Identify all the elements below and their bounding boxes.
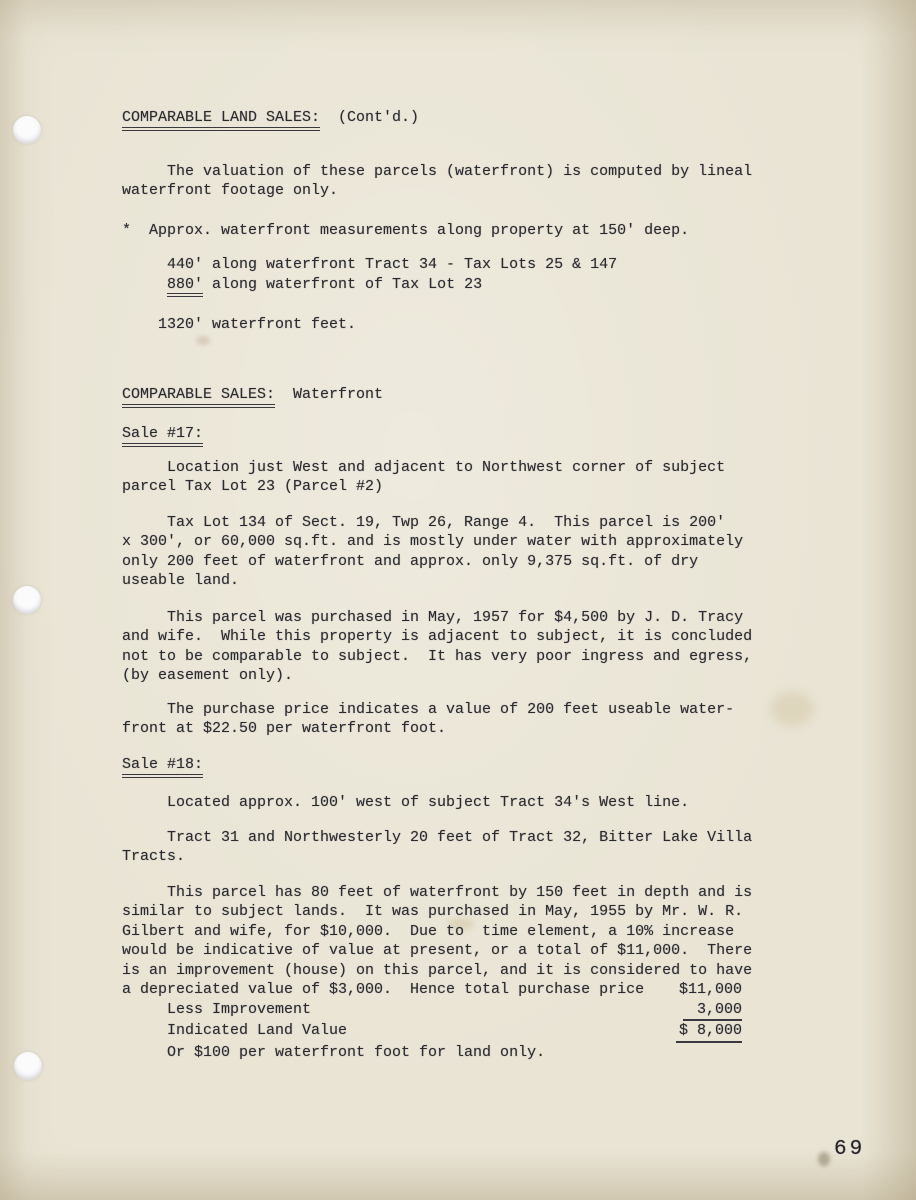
sale-18-paragraph-line: Located approx. 100' west of subject Tract 34's West line. <box>122 794 690 811</box>
indent <box>122 276 167 293</box>
sale-17-paragraph-line: front at $22.50 per waterfront foot. <box>122 720 447 737</box>
intro-paragraph-line: waterfront footage only. <box>122 182 339 199</box>
sale-17-paragraph-line: parcel Tax Lot 23 (Parcel #2) <box>122 478 384 495</box>
punch-hole-middle <box>13 586 41 614</box>
punch-hole-bottom <box>14 1052 42 1080</box>
indicated-land-value-amount: $ 8,000 <box>676 1021 742 1043</box>
sale-17-paragraph-line: only 200 feet of waterfront and approx. only 9,375 sq.ft. of dry <box>122 552 699 570</box>
typewritten-content <box>122 108 782 1062</box>
indicated-land-value-row <box>122 1021 742 1043</box>
paper-stain <box>818 1152 830 1166</box>
sale-18-paragraph-line: Tracts. <box>122 848 186 865</box>
total-purchase-price-label: a depreciated value of $3,000. Hence total purchase price <box>122 981 645 998</box>
measurement-item: 440' along waterfront Tract 34 - Tax Lots 25 & 147 <box>122 256 618 273</box>
sale-17-paragraph-line: (by easement only). <box>122 667 294 684</box>
intro-paragraph-line: The valuation of these parcels (waterfront) is computed by lineal <box>122 162 753 180</box>
measurement-item-text: along waterfront of Tax Lot 23 <box>203 275 483 293</box>
sale-18-heading <box>122 755 782 775</box>
sale-17-heading <box>122 424 782 444</box>
heading-suffix: Waterfront <box>275 385 384 403</box>
sale-18-paragraph-line: Tract 31 and Northwesterly 20 feet of Tract 32, Bitter Lake Villa <box>122 828 753 846</box>
page-number: 69 <box>834 1138 866 1161</box>
footnote-line: * Approx. waterfront measurements along property at 150' deep. <box>122 221 690 239</box>
sale-17-paragraph-line: useable land. <box>122 572 240 589</box>
sum-underlined-value: 880' <box>167 276 203 297</box>
sale-17-paragraph-line: Location just West and adjacent to Northwest corner of subject <box>122 458 726 476</box>
less-improvement-label: Less Improvement <box>122 1000 312 1018</box>
sale-17-paragraph-line: x 300', or 60,000 sq.ft. and is mostly under water with approximately <box>122 533 744 550</box>
measurement-total: 1320' waterfront feet. <box>122 316 357 333</box>
section-heading-comparable-sales <box>122 385 782 405</box>
punch-hole-top <box>13 116 41 144</box>
less-improvement-amount: 3,000 <box>683 1000 742 1022</box>
heading-underlined-text: Sale #18: <box>122 756 203 778</box>
sale-18-paragraph-line: Gilbert and wife, for $10,000. Due to time element, a 10% increase <box>122 922 735 940</box>
heading-underlined-text: Sale #17: <box>122 425 203 447</box>
indicated-land-value-label: Indicated Land Value <box>122 1022 348 1039</box>
heading-underlined-text: COMPARABLE SALES: <box>122 386 275 408</box>
closing-line: Or $100 per waterfront foot for land only. <box>122 1043 546 1061</box>
total-purchase-price-amount: $11,000 <box>678 981 742 998</box>
total-purchase-price-row <box>122 980 742 1000</box>
sale-18-paragraph-line: similar to subject lands. It was purchased in May, 1955 by Mr. W. R. <box>122 903 744 920</box>
less-improvement-row <box>122 1000 742 1022</box>
sale-17-paragraph-line: and wife. While this property is adjacent to subject, it is concluded <box>122 628 753 645</box>
sale-17-paragraph-line: not to be comparable to subject. It has very poor ingress and egress, <box>122 647 753 665</box>
sale-17-paragraph-line: The purchase price indicates a value of 200 feet useable water- <box>122 700 735 718</box>
sale-17-paragraph-line: Tax Lot 134 of Sect. 19, Twp 26, Range 4. This parcel is 200' <box>122 513 726 531</box>
heading-underlined-text: COMPARABLE LAND SALES: <box>122 109 320 131</box>
sale-18-paragraph-line: is an improvement (house) on this parcel, and it is considered to have <box>122 961 753 979</box>
sale-18-paragraph-line: would be indicative of value at present, or a total of $11,000. There <box>122 942 753 959</box>
heading-suffix: (Cont'd.) <box>320 109 420 126</box>
measurement-item <box>122 275 782 295</box>
sale-17-paragraph-line: This parcel was purchased in May, 1957 for $4,500 by J. D. Tracy <box>122 608 744 626</box>
sale-18-paragraph-line: This parcel has 80 feet of waterfront by 150 feet in depth and is <box>122 883 753 901</box>
section-heading-comparable-land-sales <box>122 108 782 128</box>
